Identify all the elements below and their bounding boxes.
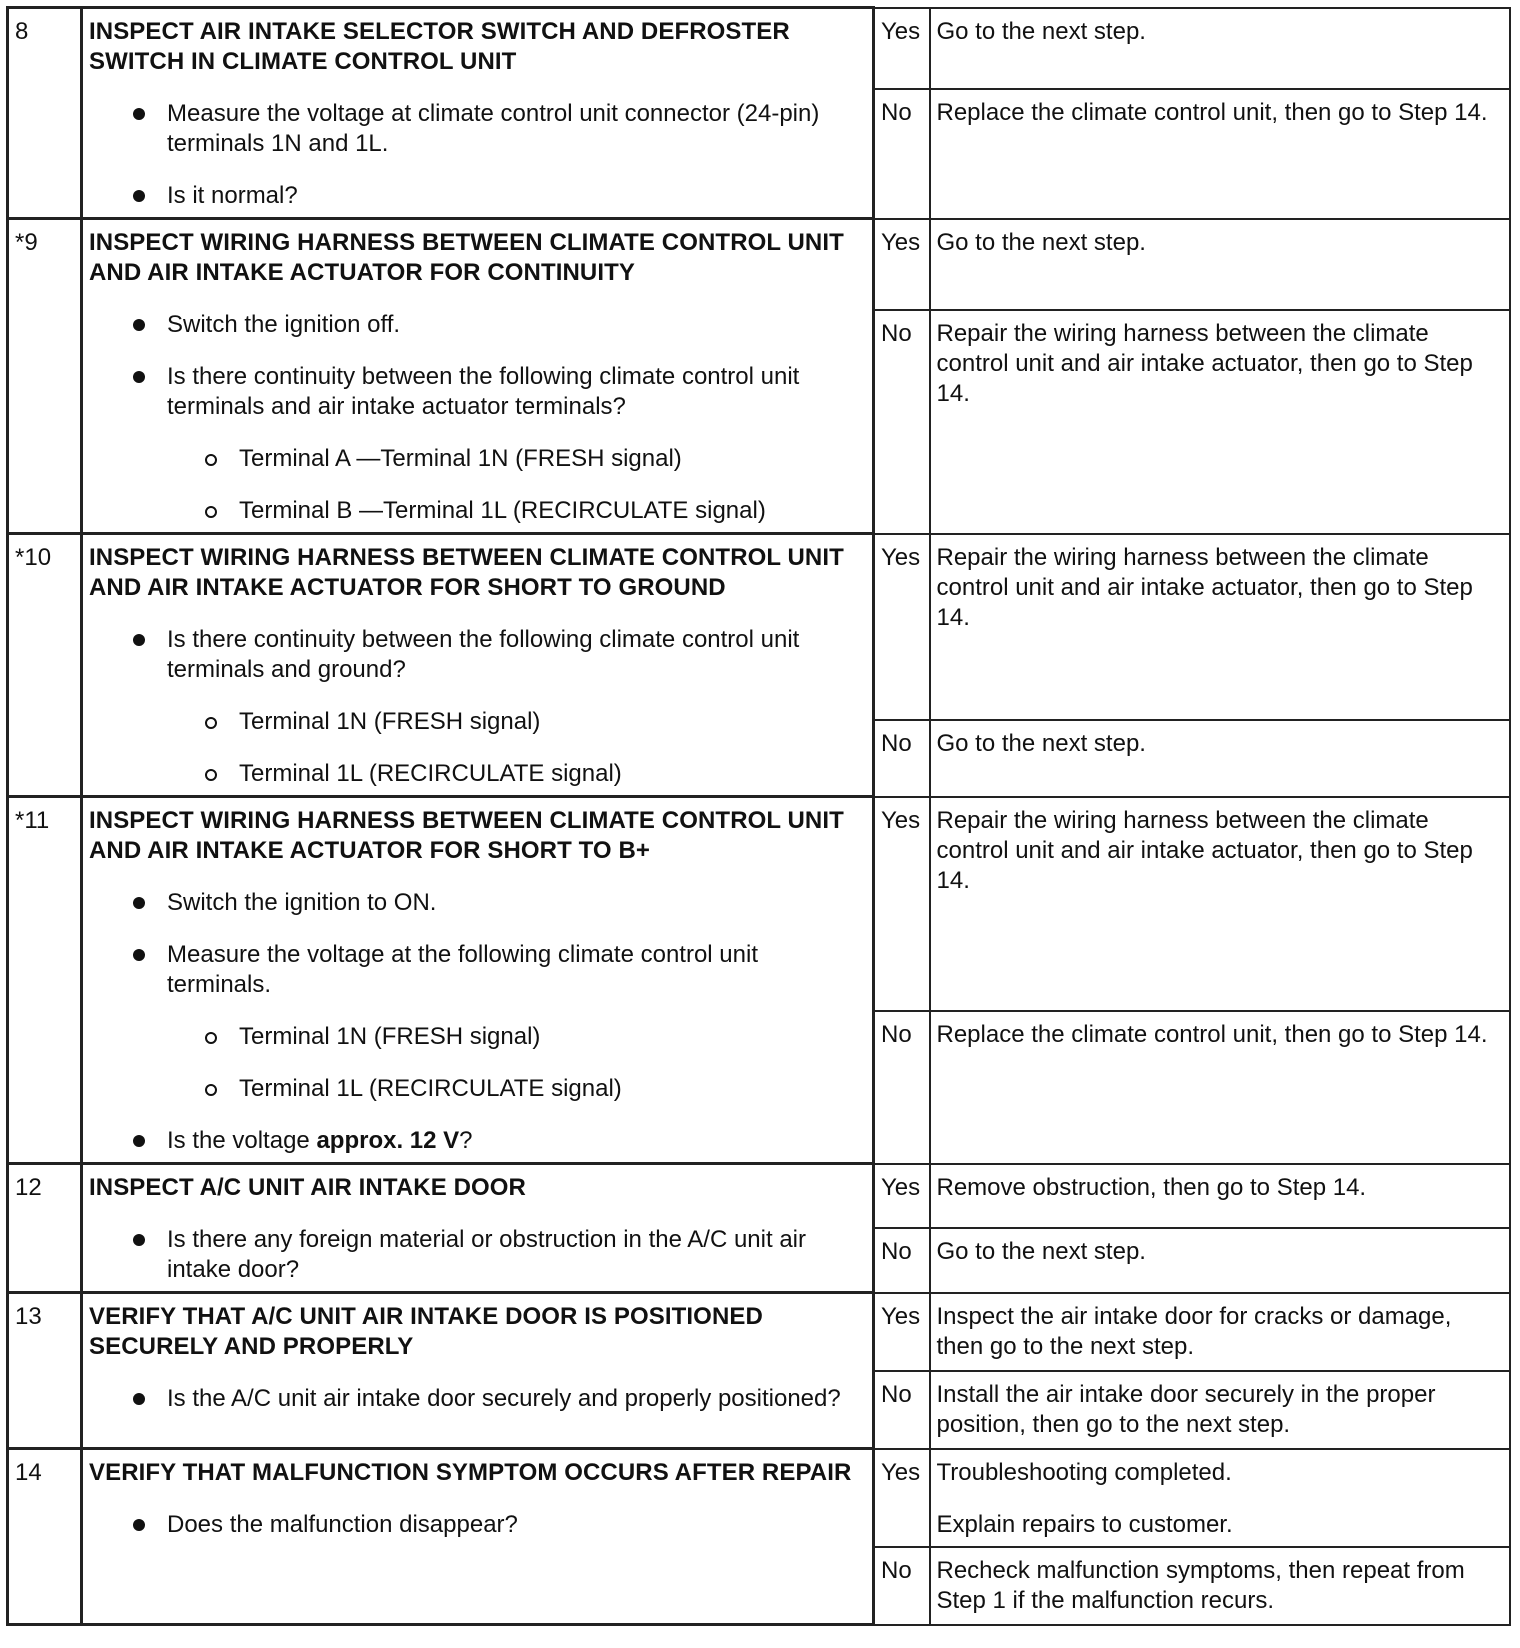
bullet-text: Is there any foreign material or obstruction in the A/C unit air intake door? [167,1226,806,1283]
no-label: No [874,1011,930,1163]
step-title: VERIFY THAT MALFUNCTION SYMPTOM OCCURS AFTER REPAIR [89,1459,852,1486]
yes-label: Yes [874,534,930,721]
step-number: *10 [8,534,82,797]
bullet-item [89,1225,866,1285]
yes-action-text: Repair the wiring harness between the climate control unit and air intake actuator, then go to Step 14. [936,543,1473,631]
step-description [82,797,874,1164]
yes-action [930,1164,1510,1229]
no-action [930,89,1510,218]
no-action [930,310,1510,534]
bullet-icon [133,1135,145,1147]
sub-bullet-item [89,496,866,526]
step-number: 8 [8,8,82,219]
no-label: No [874,1371,930,1449]
step-description [82,219,874,534]
step-description [82,534,874,797]
no-action [930,720,1510,796]
no-action-text: Go to the next step. [936,1238,1146,1265]
no-action-text: Install the air intake door securely in the proper position, then go to the next step. [936,1380,1436,1438]
step-row-10-yes [8,534,1510,721]
bullet-item [89,1510,866,1540]
yes-action-text: Remove obstruction, then go to Step 14. [936,1173,1367,1201]
bullet-icon [133,897,145,909]
yes-action [930,1449,1510,1547]
bullet-list [89,888,866,1000]
circle-bullet-icon [205,454,217,466]
step-title: INSPECT WIRING HARNESS BETWEEN CLIMATE CONTROL UNIT AND AIR INTAKE ACTUATOR FOR CONTINUITY [89,229,844,286]
step-number: *9 [8,219,82,534]
no-action [930,1228,1510,1293]
yes-action [930,534,1510,721]
bullet-text: Measure the voltage at climate control unit connector (24-pin) terminals 1N and 1L. [167,100,820,157]
bullet-icon [133,1519,145,1531]
bullet-text: Does the malfunction disappear? [167,1511,518,1538]
no-label: No [874,1228,930,1293]
troubleshooting-table [6,6,1511,1626]
bullet-icon [133,190,145,202]
step-number: *11 [8,797,82,1164]
sub-bullet-list [89,1022,866,1104]
bullet-item [89,940,866,1000]
step-number: 14 [8,1449,82,1625]
yes-label: Yes [874,797,930,1012]
bullet-list [89,1126,866,1156]
no-label: No [874,310,930,534]
sub-bullet-text: Terminal 1L (RECIRCULATE signal) [239,1075,622,1102]
sub-bullet-list [89,444,866,526]
step-number: 13 [8,1293,82,1449]
no-action-text: Go to the next step. [936,730,1146,758]
no-action-text: Replace the climate control unit, then go to Step 14. [936,1021,1488,1049]
yes-label: Yes [874,219,930,310]
step-row-9-yes [8,219,1510,310]
bullet-text: Switch the ignition off. [167,311,401,338]
bullet-list [89,625,866,685]
yes-action-text: Repair the wiring harness between the climate control unit and air intake actuator, then go to Step 14. [936,806,1473,894]
step-number: 12 [8,1164,82,1293]
step-description [82,1164,874,1293]
circle-bullet-icon [205,1032,217,1044]
bullet-text: Is there continuity between the following climate control unit terminals and air intake actuator terminals? [167,363,800,420]
bullet-text: Is there continuity between the following climate control unit terminals and ground? [167,626,800,683]
no-action-text: Recheck malfunction symptoms, then repeat from Step 1 if the malfunction recurs. [936,1556,1465,1614]
yes-label: Yes [874,1164,930,1229]
step-title: INSPECT AIR INTAKE SELECTOR SWITCH AND DEFROSTER SWITCH IN CLIMATE CONTROL UNIT [89,18,790,75]
yes-action-text: Inspect the air intake door for cracks or damage, then go to the next step. [936,1302,1452,1360]
bullet-text-emphasis: approx. 12 V [316,1127,460,1154]
bullet-list [89,310,866,422]
step-title: INSPECT A/C UNIT AIR INTAKE DOOR [89,1174,526,1201]
yes-label: Yes [874,8,930,90]
bullet-item [89,888,866,918]
sub-bullet-item [89,444,866,474]
bullet-item [89,1384,866,1414]
no-action-text: Repair the wiring harness between the climate control unit and air intake actuator, then go to Step 14. [936,319,1473,407]
step-description [82,1449,874,1625]
yes-action-text: Go to the next step. [936,228,1146,256]
step-title: VERIFY THAT A/C UNIT AIR INTAKE DOOR IS POSITIONED SECURELY AND PROPERLY [89,1303,763,1360]
sub-bullet-text: Terminal 1L (RECIRCULATE signal) [239,760,622,787]
no-label: No [874,720,930,796]
yes-action [930,797,1510,1012]
yes-action-text: Troubleshooting completed. [936,1458,1232,1486]
step-description [82,8,874,219]
step-row-8-yes [8,8,1510,90]
step-title: INSPECT WIRING HARNESS BETWEEN CLIMATE CONTROL UNIT AND AIR INTAKE ACTUATOR FOR SHORT TO B+ [89,807,844,864]
sub-bullet-item [89,1074,866,1104]
yes-action [930,8,1510,90]
no-label: No [874,89,930,218]
bullet-icon [133,1234,145,1246]
step-row-14-yes [8,1449,1510,1547]
bullet-text: Measure the voltage at the following climate control unit terminals. [167,941,758,998]
bullet-text-before: Is the voltage [167,1127,317,1154]
bullet-item [89,181,866,211]
sub-bullet-item [89,1022,866,1052]
step-row-11-yes [8,797,1510,1012]
yes-label: Yes [874,1293,930,1371]
sub-bullet-text: Terminal A —Terminal 1N (FRESH signal) [239,445,682,472]
yes-action [930,1293,1510,1371]
step-row-13-yes [8,1293,1510,1371]
bullet-icon [133,1393,145,1405]
bullet-item [89,625,866,685]
bullet-icon [133,319,145,331]
circle-bullet-icon [205,769,217,781]
yes-action-text: Go to the next step. [936,17,1146,45]
step-row-12-yes [8,1164,1510,1229]
bullet-text: Is the A/C unit air intake door securely and properly positioned? [167,1385,841,1412]
no-action [930,1547,1510,1625]
bullet-item [89,310,866,340]
sub-bullet-item [89,707,866,737]
bullet-item [89,99,866,159]
yes-action-text-2: Explain repairs to customer. [936,1510,1233,1538]
circle-bullet-icon [205,1084,217,1096]
bullet-icon [133,371,145,383]
circle-bullet-icon [205,717,217,729]
sub-bullet-text: Terminal B —Terminal 1L (RECIRCULATE signal) [239,497,766,524]
circle-bullet-icon [205,506,217,518]
bullet-text: Switch the ignition to ON. [167,889,437,916]
bullet-list [89,1510,866,1540]
no-action-text: Replace the climate control unit, then go to Step 14. [936,99,1488,127]
bullet-item [89,362,866,422]
yes-action [930,219,1510,310]
bullet-icon [133,634,145,646]
bullet-icon [133,108,145,120]
sub-bullet-text: Terminal 1N (FRESH signal) [239,708,541,735]
no-action [930,1371,1510,1449]
step-description [82,1293,874,1449]
bullet-list [89,1384,866,1414]
bullet-item [89,1126,866,1156]
step-title: INSPECT WIRING HARNESS BETWEEN CLIMATE CONTROL UNIT AND AIR INTAKE ACTUATOR FOR SHORT TO GROUND [89,544,844,601]
no-label: No [874,1547,930,1625]
yes-label: Yes [874,1449,930,1547]
bullet-list [89,1225,866,1285]
bullet-text: Is it normal? [167,182,298,209]
bullet-list [89,99,866,211]
no-action [930,1011,1510,1163]
sub-bullet-item [89,759,866,789]
sub-bullet-list [89,707,866,789]
sub-bullet-text: Terminal 1N (FRESH signal) [239,1023,541,1050]
bullet-icon [133,949,145,961]
bullet-text-after: ? [459,1127,473,1154]
